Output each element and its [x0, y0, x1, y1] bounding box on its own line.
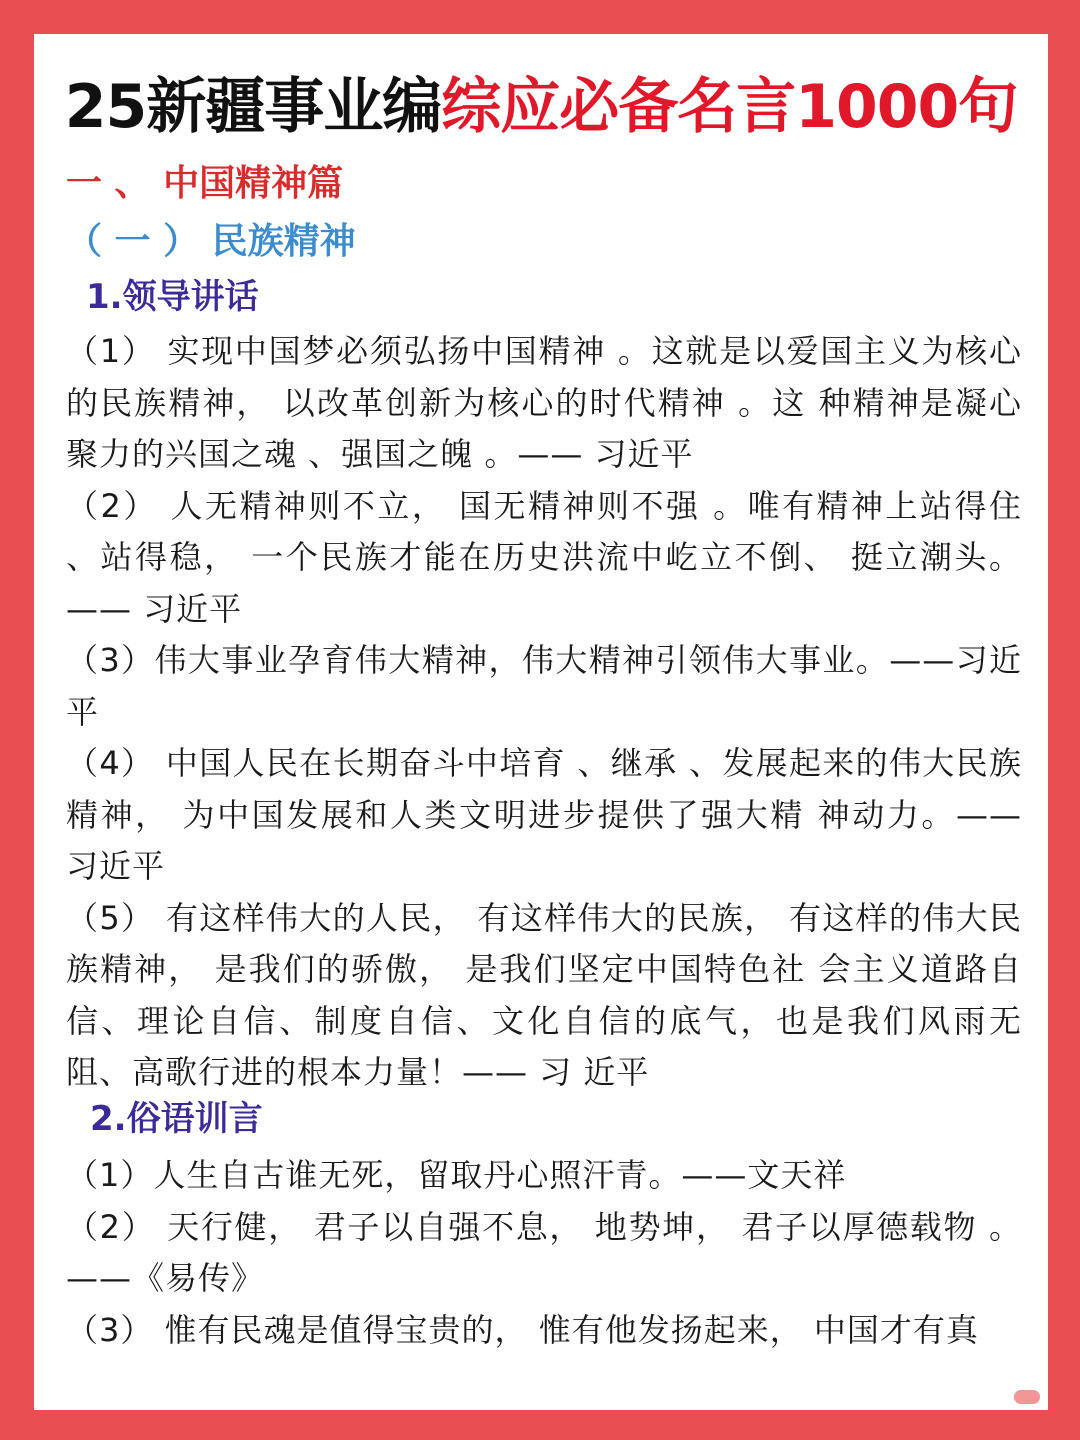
quote-item: （2） 天行健， 君子以自强不息， 地势坤， 君子以厚德载物 。——《易传》 — [66, 1207, 1022, 1297]
quote-item: （5） 有这样伟大的人民， 有这样伟大的民族， 有这样的伟大民族精神， 是我们的骄傲， 是我们坚定中国特色社 会主义道路自信、理论自信、制度自信、文化自信的底气，也是我们风雨无阻、高歌行进的根本力量！—— 习 近平 — [66, 898, 1022, 1091]
quote-item: （1）人生自古谁无死，留取丹心照汗青。——文天祥 — [66, 1156, 847, 1194]
page-title — [34, 72, 1048, 142]
section-heading: 一 、 中国精神篇 — [66, 163, 344, 204]
quote-item: （1） 实现中国梦必须弘扬中国精神 。这就是以爱国主义为核心的民族精神， 以改革创新为核心的时代精神 。这 种精神是凝心聚力的兴国之魂 、强国之魄 。—— 习近平 — [66, 332, 1022, 473]
title-part-red: 综应必备名言1000句 — [441, 72, 1018, 142]
quote-item: （3） 惟有民魂是值得宝贵的， 惟有他发扬起来， 中国才有真 — [66, 1310, 979, 1349]
quote-item: （4） 中国人民在长期奋斗中培育 、继承 、发展起来的伟大民族精神， 为中国发展和人类文明进步提供了强大精 神动力。—— 习近平 — [66, 744, 1022, 885]
watermark-badge — [1014, 1390, 1040, 1404]
quote-item: （2） 人无精神则不立， 国无精神则不强 。唯有精神上站得住 、站得稳， 一个民族才能在历史洪流中屹立不倒、 挺立潮头。—— 习近平 — [66, 486, 1022, 628]
content-card — [34, 34, 1048, 1410]
title-part-black: 25新疆事业编 — [64, 72, 442, 142]
quote-item: （3）伟大事业孕育伟大精神，伟大精神引领伟大事业。——习近平 — [66, 641, 1022, 731]
quote-list-leader — [66, 326, 1022, 1099]
quote-list-proverbs — [66, 1150, 1022, 1356]
group-heading-proverbs: 2.俗语训言 — [90, 1099, 263, 1139]
group-heading-leader-speech: 1.领导讲话 — [86, 277, 259, 317]
sub-section-heading: （ 一 ） 民族精神 — [66, 221, 356, 262]
